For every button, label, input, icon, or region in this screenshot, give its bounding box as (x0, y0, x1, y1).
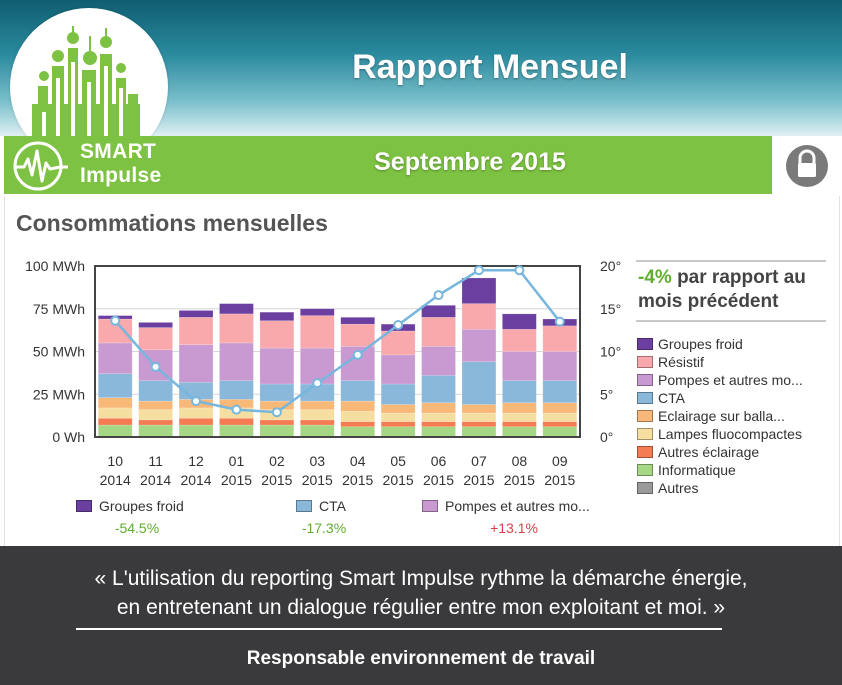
legend-item[interactable] (636, 372, 836, 390)
legend-swatch (637, 410, 653, 422)
brand-impulse: Impulse (80, 164, 162, 187)
bar-segment (98, 408, 132, 418)
bar-segment (341, 427, 375, 437)
legend-swatch (637, 374, 653, 386)
y-tick-label: 100 MWh (25, 258, 85, 274)
temperature-point (313, 379, 321, 387)
bar-segment (502, 427, 536, 437)
bar-segment (179, 345, 213, 383)
temperature-point (475, 266, 483, 274)
x-tick-label: 2015 (342, 472, 374, 488)
bottom-legend-item[interactable] (422, 498, 590, 514)
x-tick-label: 12 (188, 453, 204, 469)
x-tick-label: 11 (148, 453, 163, 469)
change-value: +13.1% (490, 520, 538, 536)
bar-segment (139, 328, 173, 350)
bar-segment (260, 420, 294, 425)
month-title: Septembre 2015 (374, 148, 566, 176)
bottom-legend-item[interactable] (76, 498, 184, 514)
x-tick-label: 2015 (422, 472, 455, 488)
bar-segment (462, 329, 496, 361)
bar-segment (502, 329, 536, 351)
y-tick-label: 75 MWh (32, 300, 85, 317)
legend-item[interactable] (636, 354, 836, 372)
bar-segment (502, 381, 536, 403)
bar-segment (300, 420, 334, 425)
section-title: Consommations mensuelles (16, 210, 328, 236)
y-tick-label: 50 MWh (32, 343, 85, 360)
bar-segment (543, 422, 577, 427)
legend-swatch (637, 482, 653, 494)
bar-segment (260, 312, 294, 321)
bar-segment (98, 425, 132, 437)
bar-segment (260, 384, 294, 401)
bar-segment (139, 425, 173, 437)
bar-segment (179, 418, 213, 425)
bar-segment (300, 309, 334, 316)
x-tick-label: 2015 (382, 472, 414, 488)
side-divider-top (636, 260, 826, 262)
legend-swatch (422, 500, 438, 512)
x-tick-label: 2015 (503, 472, 535, 488)
bar-segment (139, 322, 173, 327)
bar-segment (260, 425, 294, 437)
bar-segment (502, 352, 536, 381)
y2-tick-label: 20° (600, 258, 622, 274)
x-tick-label: 07 (471, 453, 487, 469)
legend-item[interactable] (636, 336, 836, 354)
bar-segment (341, 401, 375, 411)
x-tick-label: 03 (309, 453, 326, 469)
temperature-point (273, 408, 281, 416)
temperature-point (435, 291, 443, 299)
legend-label: Informatique (658, 462, 736, 478)
bar-segment (422, 375, 456, 402)
x-tick-label: 2014 (180, 472, 212, 488)
temperature-point (556, 318, 564, 326)
legend-swatch (637, 356, 653, 368)
bar-segment (502, 314, 536, 329)
legend-item[interactable] (636, 444, 836, 462)
bar-segment (98, 374, 132, 398)
x-tick-label: 01 (228, 453, 245, 469)
temperature-point (232, 406, 240, 414)
bar-segment (219, 343, 253, 381)
bar-segment (341, 381, 375, 402)
x-tick-label: 05 (390, 453, 406, 469)
quote-text (10, 564, 832, 622)
legend-label: Autres éclairage (658, 444, 760, 460)
comparison-text: par rapport au mois précédent (638, 267, 806, 312)
x-tick-label: 04 (349, 453, 366, 469)
x-tick-label: 10 (107, 453, 123, 469)
x-tick-label: 2015 (544, 472, 576, 488)
bar-segment (300, 425, 334, 437)
legend-label: Pompes et autres mo... (658, 372, 803, 388)
bar-segment (381, 405, 415, 414)
legend-label: Autres (658, 480, 699, 496)
bar-segment (98, 398, 132, 408)
bar-segment (543, 427, 577, 437)
comparison-percent: -4% (638, 267, 672, 288)
bar-segment (462, 427, 496, 437)
bar-segment (260, 348, 294, 384)
bar-segment (422, 403, 456, 413)
bar-segment (219, 381, 253, 400)
legend-label: Résistif (658, 354, 704, 370)
bar-segment (139, 420, 173, 425)
legend-label: Groupes froid (99, 498, 184, 514)
bar-segment (381, 422, 415, 427)
bar-segment (98, 343, 132, 374)
bar-segment (422, 413, 456, 422)
legend-swatch (637, 428, 653, 440)
temperature-point (394, 321, 402, 329)
bar-segment (381, 427, 415, 437)
quote-divider (76, 628, 722, 630)
bar-segment (300, 401, 334, 410)
brand-smart: SMART (80, 140, 157, 163)
temperature-point (152, 363, 160, 371)
legend-item[interactable] (636, 426, 836, 444)
quote-author: Responsable environnement de travail (246, 648, 596, 669)
bar-segment (462, 304, 496, 330)
bar-segment (98, 418, 132, 425)
temperature-point (111, 317, 119, 325)
legend-item[interactable] (636, 408, 836, 426)
bar-segment (422, 317, 456, 346)
bar-segment (462, 413, 496, 422)
legend-label: Lampes fluocompactes (658, 426, 802, 442)
bar-segment (139, 381, 173, 402)
bar-segment (543, 403, 577, 413)
bar-segment (341, 324, 375, 346)
bar-segment (381, 355, 415, 384)
x-tick-label: 2015 (463, 472, 495, 488)
bar-segment (341, 411, 375, 421)
page-title: Rapport Mensuel (352, 48, 628, 86)
bar-segment (462, 405, 496, 414)
bar-segment (502, 413, 536, 422)
legend-swatch (637, 338, 653, 350)
x-tick-label: 2015 (220, 472, 253, 488)
bar-segment (422, 346, 456, 375)
comparison-summary (638, 266, 828, 314)
y-tick-label: 25 MWh (32, 386, 85, 403)
bar-segment (462, 362, 496, 405)
bar-segment (543, 381, 577, 403)
bar-segment (502, 422, 536, 427)
bar-segment (543, 326, 577, 352)
y2-tick-label: 5° (600, 386, 614, 403)
side-divider-bottom (636, 320, 826, 322)
legend-label: CTA (319, 498, 346, 514)
legend-swatch (637, 392, 653, 404)
legend-swatch (296, 500, 312, 512)
legend-item[interactable] (636, 462, 836, 480)
x-tick-label: 2014 (140, 472, 172, 488)
bar-segment (179, 425, 213, 437)
bar-segment (543, 352, 577, 381)
temperature-point (515, 266, 523, 274)
legend-label: CTA (658, 390, 685, 406)
bar-segment (179, 408, 213, 418)
bar-segment (462, 422, 496, 427)
legend-item[interactable] (636, 390, 836, 408)
bar-segment (381, 413, 415, 422)
bar-segment (422, 422, 456, 427)
x-tick-label: 2015 (301, 472, 333, 488)
bar-segment (300, 410, 334, 420)
x-tick-label: 09 (552, 453, 568, 469)
y-tick-label: 0 Wh (52, 429, 85, 445)
bar-segment (260, 321, 294, 348)
legend-label: Pompes et autres mo... (445, 498, 590, 514)
bar-segment (139, 410, 173, 420)
bar-segment (422, 427, 456, 437)
x-tick-label: 2015 (261, 472, 293, 488)
quote-line-1: « L'utilisation du reporting Smart Impulse rythme la démarche énergie, (94, 567, 748, 590)
bar-segment (219, 418, 253, 425)
bar-segment (179, 317, 213, 344)
bar-segment (300, 316, 334, 348)
bar-segment (422, 305, 456, 317)
bar-segment (219, 314, 253, 343)
legend-label: Groupes froid (658, 336, 743, 352)
x-tick-label: 06 (430, 453, 447, 469)
legend-label: Eclairage sur balla... (658, 408, 785, 424)
bar-segment (502, 403, 536, 413)
y2-tick-label: 0° (600, 429, 614, 445)
y2-tick-label: 10° (600, 343, 622, 360)
bar-segment (543, 413, 577, 422)
y2-tick-label: 15° (600, 300, 622, 317)
bar-segment (139, 401, 173, 410)
side-legend (636, 336, 836, 498)
legend-item[interactable] (636, 480, 836, 498)
bottom-legend-item[interactable] (296, 498, 346, 514)
legend-swatch (637, 446, 653, 458)
legend-swatch (637, 464, 653, 476)
x-tick-label: 2014 (99, 472, 131, 488)
temperature-point (192, 397, 200, 405)
temperature-point (354, 351, 362, 359)
change-value: -54.5% (114, 520, 160, 536)
x-tick-label: 02 (269, 453, 285, 469)
bar-segment (219, 304, 253, 314)
bar-segment (341, 317, 375, 324)
change-value: -17.3% (301, 520, 347, 536)
bar-segment (219, 425, 253, 437)
x-tick-label: 08 (511, 453, 528, 469)
bar-segment (341, 422, 375, 427)
legend-swatch (76, 500, 92, 512)
quote-line-2: en entretenant un dialogue régulier entre mon exploitant et moi. » (116, 596, 726, 619)
bar-segment (179, 310, 213, 317)
bar-segment (381, 384, 415, 405)
bar-segment (462, 278, 496, 304)
